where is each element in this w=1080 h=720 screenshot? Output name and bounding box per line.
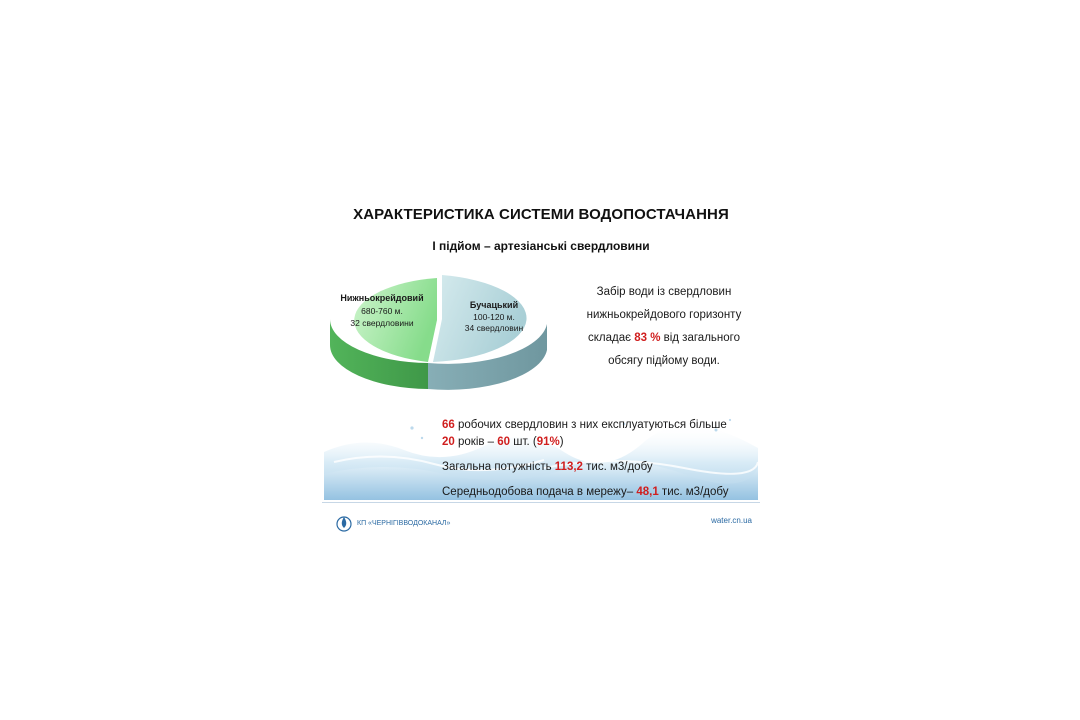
facts-line [442, 417, 760, 434]
facts-block [442, 417, 760, 501]
wells-count: 66 [442, 419, 455, 431]
description-text: складає [588, 332, 635, 344]
supply-unit: тис. м3/добу [658, 486, 729, 498]
organization-name: КП «ЧЕРНІГІВВОДОКАНАЛ» [357, 519, 451, 527]
facts-line [442, 459, 760, 476]
old-wells-percent: 91% [536, 436, 560, 448]
description-line: обсягу підйому води. [608, 355, 720, 367]
capacity-unit: тис. м3/добу [582, 461, 653, 473]
footer-divider [322, 502, 760, 503]
supply-value: 48,1 [636, 486, 659, 498]
description-text: від загального [660, 332, 740, 344]
slice-label-name-buchatskyi: Бучацький [469, 300, 519, 310]
description [574, 281, 754, 373]
slide-subtitle: І підйом – артезіанські свердловини [432, 239, 650, 253]
years-value: 20 [442, 436, 455, 448]
capacity-label: Загальна потужність [442, 461, 555, 473]
pie-chart [322, 274, 562, 414]
description-line: Забір води із свердловин [596, 286, 732, 298]
old-wells-count: 60 [497, 436, 511, 448]
description-line [574, 327, 754, 350]
description-line: нижньокрейдового горизонту [586, 309, 742, 321]
slide-title: ХАРАКТЕРИСТИКА СИСТЕМИ ВОДОПОСТАЧАННЯ [353, 206, 729, 223]
slice-label-name-nyzhnokreidovyi: Нижньокрейдовий [340, 293, 424, 303]
facts-line [442, 484, 760, 501]
facts-text: ) [559, 436, 564, 448]
water-drop-logo-icon [336, 514, 352, 532]
website-link[interactable]: water.cn.ua [711, 516, 752, 525]
facts-text: робочих свердловин з них експлуатуються більше [454, 419, 727, 431]
share-percent: 83 % [634, 332, 661, 344]
facts-text: років – [454, 436, 498, 448]
supply-label: Середньодобова подача в мережу– [442, 486, 637, 498]
slice-label-depth-buchatskyi: 100-120 м. [473, 312, 515, 322]
slide [322, 186, 760, 536]
capacity-value: 113,2 [554, 461, 583, 473]
footer-brand [336, 514, 450, 532]
facts-text: шт. ( [510, 436, 537, 448]
slice-label-wells-nyzhnokreidovyi: 32 свердловини [350, 318, 414, 328]
facts-line [442, 434, 760, 451]
slice-label-wells-buchatskyi: 34 свердловин [464, 323, 524, 333]
slice-label-depth-nyzhnokreidovyi: 680-760 м. [361, 306, 403, 316]
